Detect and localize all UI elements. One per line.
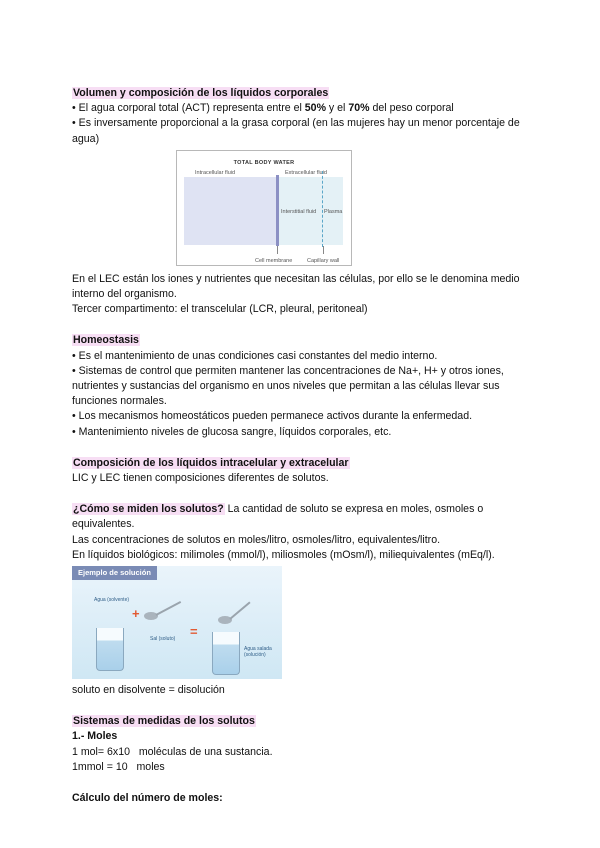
homeostasis-bullet: • Es el mantenimiento de unas condiciones casi constantes del medio interno. [72,349,532,364]
cell-membrane-bar [276,175,279,246]
solution-label: Agua salada (solución) [244,646,272,659]
paragraph-lic-lec: LIC y LEC tienen composiciones diferentes de solutos. [72,472,329,485]
section-heading-homeostasis: Homeostasis [73,334,139,347]
extracellular-label: Extracellular fluid [285,169,327,176]
pouring-spoon-handle [229,602,250,620]
equals-sign: = [190,624,198,640]
subheading-moles: 1.- Moles [72,730,118,743]
membrane-pointer [277,246,278,254]
subheading-moles-calculation: Cálculo del número de moles: [72,792,223,805]
capillary-pointer [323,246,324,254]
document-page [72,86,532,806]
paragraph-lec: En el LEC están los iones y nutrientes que necesitan las células, por ello se le denomina medio interno del organismo. [72,272,520,301]
salt-water-glass-icon [212,632,240,675]
solution-example-figure [72,566,282,679]
paragraph-biological-units: En líquidos biológicos: milimoles (mmol/l), miliosmoles (mOsm/l), miliequivalentes (mEq/l). [72,548,495,561]
figure-title: TOTAL BODY WATER [233,159,295,166]
paragraph-measure-solutes: ¿Cómo se miden los solutos? La cantidad de soluto se expresa en moles, osmoles o equivalentes. [72,503,484,531]
mol-definition: 1 mol= 6x10 moléculas de una sustancia. [72,745,273,758]
spoon-handle [156,601,182,616]
salt-label: Sal (soluto) [150,636,176,643]
bullet-fat: • Es inversamente proporcional a la grasa corporal (en las mujeres hay un menor porcentaje de agua) [72,116,532,146]
bullet-act: • El agua corporal total (ACT) representa entre el 50% y el 70% del peso corporal [72,101,532,116]
interstitial-label: Interstitial fluid [281,208,317,215]
section-heading-measurement-systems: Sistemas de medidas de los solutos [73,715,255,728]
solution-figure-title: Ejemplo de solución [72,566,157,580]
plasma-label: Plasma [324,208,343,215]
section-heading-volume: Volumen y composición de los líquidos corporales [73,87,329,99]
section-heading-composition: Composición de los líquidos intracelular y extracelular [73,456,349,469]
homeostasis-bullet: • Los mecanismos homeostáticos pueden permanece activos durante la enfermedad. [72,409,532,424]
water-label: Agua (solvente) [94,597,130,604]
mmol-definition: 1mmol = 10 moles [72,760,165,773]
cell-membrane-label: Cell membrane [255,257,293,264]
homeostasis-bullet: • Mantenimiento niveles de glucosa sangre, líquidos corporales, etc. [72,425,532,440]
plus-sign: + [132,606,140,622]
capillary-wall-label: Capillary wall [307,257,340,264]
intracellular-region [184,177,277,245]
paragraph-third-compartment: Tercer compartimento: el transcelular (LCR, pleural, peritoneal) [72,303,368,316]
homeostasis-bullet: • Sistemas de control que permiten mantener las concentraciones de Na+, H+ y otros iones, nutrientes y sustancias del organismo en unos niveles que permitan a las células llevar sus funciones normales. [72,364,532,410]
capillary-wall-line [322,171,323,247]
solution-caption: soluto en disolvente = disolución [72,684,225,697]
paragraph-concentrations: Las concentraciones de solutos en moles/litro, osmoles/litro, equivalentes/litro. [72,533,441,546]
intracellular-label: Intracellular fluid [195,169,236,176]
water-glass-icon [96,628,124,671]
total-body-water-figure [176,150,352,266]
